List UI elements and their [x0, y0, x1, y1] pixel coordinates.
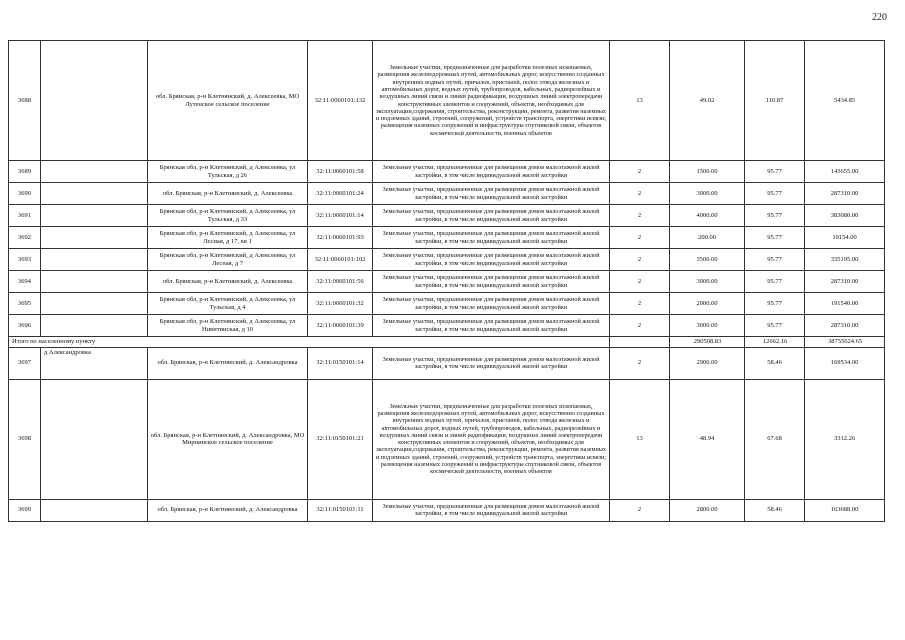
table-row [9, 499, 885, 521]
row-group-code: 2 [610, 205, 670, 227]
row-specific-value: 95.77 [745, 271, 805, 293]
table-row [9, 249, 885, 271]
row-area: 4000.00 [670, 205, 745, 227]
row-specific-value: 110.87 [745, 41, 805, 161]
total-code-empty [610, 337, 670, 348]
row-cadastral-number: 32:11:0150101:11 [308, 499, 373, 521]
row-cadastral-value: 143655.00 [805, 161, 885, 183]
total-area: 290508.83 [670, 337, 745, 348]
row-area: 2800.00 [670, 499, 745, 521]
row-specific-value: 95.77 [745, 205, 805, 227]
table-body-top [9, 41, 885, 337]
row-group-code: 2 [610, 227, 670, 249]
row-address: обл. Брянская, р-н Клетнянский, д. Алексеевка, МО Лутенское сельское поселение [148, 41, 308, 161]
row-group-code: 2 [610, 183, 670, 205]
row-land-purpose: Земельные участки, предназначенные для размещения домов малоэтажной жилой застройки, в том числе индивидуальной жилой застройки [373, 161, 610, 183]
page-number: 220 [872, 12, 887, 23]
row-cadastral-value: 287310.00 [805, 315, 885, 337]
row-cadastral-number: 32:11:0060101:132 [308, 41, 373, 161]
row-specific-value: 95.77 [745, 293, 805, 315]
row-number: 3696 [9, 315, 41, 337]
locality-cell [41, 315, 148, 337]
row-group-code: 2 [610, 161, 670, 183]
row-number: 3692 [9, 227, 41, 249]
row-land-purpose: Земельные участки, предназначенные для размещения домов малоэтажной жилой застройки, в том числе индивидуальной жилой застройки [373, 315, 610, 337]
row-specific-value: 58.46 [745, 499, 805, 521]
row-area: 3000.00 [670, 315, 745, 337]
row-area: 2000.00 [670, 293, 745, 315]
table-row [9, 161, 885, 183]
row-cadastral-value: 191540.00 [805, 293, 885, 315]
row-address: обл. Брянская, р-н Клетнянский, д. Александровка [148, 347, 308, 379]
row-number: 3699 [9, 499, 41, 521]
row-address: Брянская обл, р-н Клетнянский, д Алексеевка, ул Нивитинская, д 10 [148, 315, 308, 337]
row-cadastral-number: 32:11:0060101:32 [308, 293, 373, 315]
row-group-code: 2 [610, 347, 670, 379]
row-cadastral-value: 335195.00 [805, 249, 885, 271]
row-land-purpose: Земельные участки, предназначенные для размещения домов малоэтажной жилой застройки, в том числе индивидуальной жилой застройки [373, 183, 610, 205]
table-row [9, 347, 885, 379]
row-cadastral-number: 32:11:0060101:93 [308, 227, 373, 249]
row-area: 2900.00 [670, 347, 745, 379]
row-group-code: 2 [610, 315, 670, 337]
total-row [9, 337, 885, 348]
row-cadastral-value: 169534.00 [805, 347, 885, 379]
row-specific-value: 67.68 [745, 379, 805, 499]
row-specific-value: 58.46 [745, 347, 805, 379]
locality-cell [41, 161, 148, 183]
locality-cell [41, 205, 148, 227]
row-cadastral-value: 287310.00 [805, 183, 885, 205]
table-row [9, 227, 885, 249]
row-land-purpose: Земельные участки, предназначенные для размещения домов малоэтажной жилой застройки, в том числе индивидуальной жилой застройки [373, 347, 610, 379]
row-cadastral-number: 32:11:0060101:56 [308, 271, 373, 293]
row-cadastral-number: 32:11:0060101:14 [308, 205, 373, 227]
row-specific-value: 95.77 [745, 249, 805, 271]
row-land-purpose: Земельные участки, предназначенные для размещения домов малоэтажной жилой застройки, в том числе индивидуальной жилой застройки [373, 205, 610, 227]
locality-cell [41, 249, 148, 271]
row-cadastral-value: 5434.85 [805, 41, 885, 161]
row-cadastral-number: 32:11:0060101:102 [308, 249, 373, 271]
locality-cell [41, 227, 148, 249]
row-group-code: 13 [610, 379, 670, 499]
row-number: 3694 [9, 271, 41, 293]
row-address: обл. Брянская, р-н Клетнянский, д. Алексеевка [148, 271, 308, 293]
row-address: обл. Брянская, р-н Клетнянский, д. Александровка, МО Мирнинское сельское поселение [148, 379, 308, 499]
locality-cell [41, 271, 148, 293]
row-area: 48.94 [670, 379, 745, 499]
row-cadastral-number: 32:11:0150101:14 [308, 347, 373, 379]
table-row [9, 183, 885, 205]
row-group-code: 2 [610, 271, 670, 293]
row-cadastral-value: 163688.00 [805, 499, 885, 521]
row-address: Брянская обл, р-н Клетнянский, д Алексеевка, ул Тульская, д 33 [148, 205, 308, 227]
row-cadastral-value: 19154.00 [805, 227, 885, 249]
row-address: Брянская обл, р-н Клетнянский, д Алексеевка, ул Лесная, д 7 [148, 249, 308, 271]
locality-cell [41, 293, 148, 315]
row-specific-value: 95.77 [745, 161, 805, 183]
total-value: 38755624.65 [805, 337, 885, 348]
row-cadastral-number: 32:11:0060101:24 [308, 183, 373, 205]
row-area: 200.00 [670, 227, 745, 249]
row-land-purpose: Земельные участки, предназначенные для размещения домов малоэтажной жилой застройки, в том числе индивидуальной жилой застройки [373, 249, 610, 271]
row-number: 3689 [9, 161, 41, 183]
table-row [9, 271, 885, 293]
row-area: 1500.00 [670, 161, 745, 183]
row-cadastral-value: 287310.00 [805, 271, 885, 293]
row-number: 3695 [9, 293, 41, 315]
row-group-code: 2 [610, 293, 670, 315]
row-number: 3693 [9, 249, 41, 271]
row-group-code: 2 [610, 499, 670, 521]
table-row [9, 315, 885, 337]
row-area: 3000.00 [670, 183, 745, 205]
row-area: 3500.00 [670, 249, 745, 271]
row-land-purpose: Земельные участки, предназначенные для разработки полезных ископаемых, размещения железнодорожных путей, автомобильных дорог, искусственно созданных внутренних водных путей, причалов, пристаней, полос отвода железных и автомобильных дорог, водных путей, трубопроводов, кабельных, радиорелейных и воздушных линий связи и линий радиофикации, воздушных линий электропередачи конструктивных элементов и сооружений, объектов, необходимых для эксплуатации,содержания, строительства, реконструкции, ремонта, развития наземных и подземных зданий, строений, сооружений, устройств транспорта, энергетики исвязи; размещения наземных сооружений и инфраструктуры спутниковой связи, объектов космической деятельности, военных объектов [373, 41, 610, 161]
row-specific-value: 95.77 [745, 227, 805, 249]
row-number: 3691 [9, 205, 41, 227]
cadastral-value-table [8, 40, 885, 522]
row-area: 49.02 [670, 41, 745, 161]
locality-cell [41, 379, 148, 499]
row-land-purpose: Земельные участки, предназначенные для размещения домов малоэтажной жилой застройки, в том числе индивидуальной жилой застройки [373, 227, 610, 249]
row-address: Брянская обл, р-н Клетнянский, д Алексеевка, ул Тульская, д 26 [148, 161, 308, 183]
row-address: обл. Брянская, р-н Клетнянский, д. Алексеевка [148, 183, 308, 205]
row-number: 3690 [9, 183, 41, 205]
locality-cell [41, 183, 148, 205]
row-address: Брянская обл, р-н Клетнянский, д Алексеевка, ул Лесная, д 17, кв 1 [148, 227, 308, 249]
row-cadastral-value: 3312.26 [805, 379, 885, 499]
row-cadastral-number: 32:11:0150101:21 [308, 379, 373, 499]
total-label: Итого по населенному пункту [9, 337, 610, 348]
locality-cell: д Александровка [41, 347, 148, 379]
table-body-total [9, 337, 885, 348]
row-cadastral-value: 383080.00 [805, 205, 885, 227]
table-row [9, 205, 885, 227]
row-land-purpose: Земельные участки, предназначенные для размещения домов малоэтажной жилой застройки, в том числе индивидуальной жилой застройки [373, 271, 610, 293]
row-cadastral-number: 32:11:0060101:58 [308, 161, 373, 183]
table-row [9, 379, 885, 499]
row-land-purpose: Земельные участки, предназначенные для разработки полезных ископаемых, размещения железнодорожных путей, автомобильных дорог, искусственно созданных внутренних водных путей, причалов, пристаней, полос отвода железных и автомобильных дорог, водных путей, трубопроводов, кабельных, радиорелейных и воздушных линий связи и линий радиофикации, воздушных линий электропередачи конструктивных элементов и сооружений, объектов, необходимых для эксплуатации,содержания, строительства, реконструкции, ремонта, развития наземных и подземных зданий, строений, сооружений, устройств транспорта, энергетики исвязи; размещения наземных сооружений и инфраструктуры спутниковой связи, объектов космической деятельности, военных объектов [373, 379, 610, 499]
table-row [9, 41, 885, 161]
row-address: Брянская обл, р-н Клетнянский, д Алексеевка, ул Тульская, д 4 [148, 293, 308, 315]
row-group-code: 13 [610, 41, 670, 161]
row-area: 3000.00 [670, 271, 745, 293]
row-cadastral-number: 32:11:0060101:39 [308, 315, 373, 337]
row-number: 3698 [9, 379, 41, 499]
row-specific-value: 95.77 [745, 315, 805, 337]
row-number: 3688 [9, 41, 41, 161]
total-rate: 12662.16 [745, 337, 805, 348]
locality-cell [41, 499, 148, 521]
table-row [9, 293, 885, 315]
row-address: обл. Брянская, р-н Клетнянский, д. Александровка [148, 499, 308, 521]
row-land-purpose: Земельные участки, предназначенные для размещения домов малоэтажной жилой застройки, в том числе индивидуальной жилой застройки [373, 293, 610, 315]
locality-cell [41, 41, 148, 161]
row-number: 3697 [9, 347, 41, 379]
row-land-purpose: Земельные участки, предназначенные для размещения домов малоэтажной жилой застройки, в том числе индивидуальной жилой застройки [373, 499, 610, 521]
row-group-code: 2 [610, 249, 670, 271]
row-specific-value: 95.77 [745, 183, 805, 205]
table-body-bottom [9, 347, 885, 521]
